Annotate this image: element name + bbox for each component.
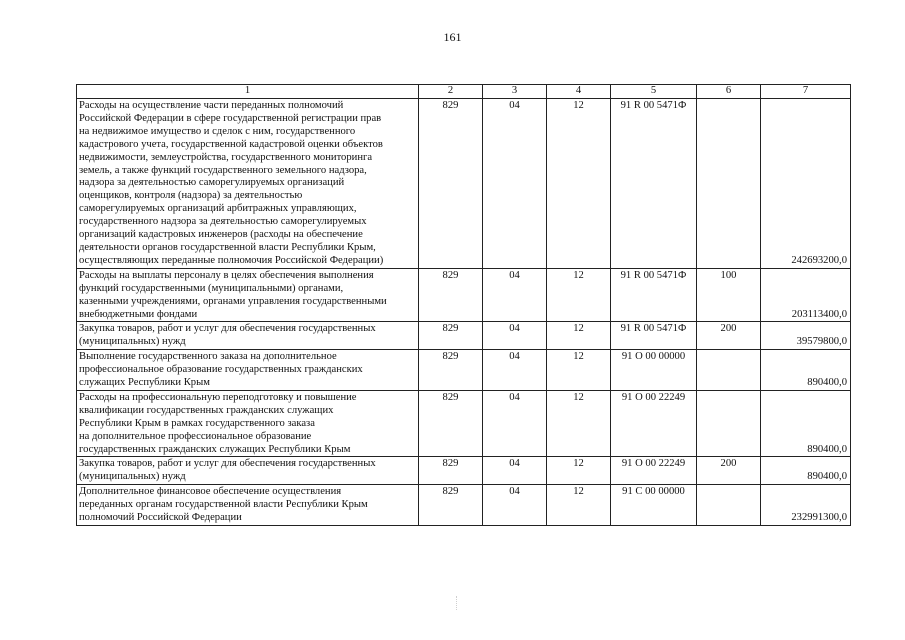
grbs-code-cell: 829 — [419, 268, 483, 322]
expense-type-cell: 100 — [697, 268, 761, 322]
amount-cell: 39579800,0 — [761, 322, 851, 350]
description-line: саморегулируемых организаций арбитражных управляющих, — [79, 203, 357, 215]
description-line: Расходы на выплаты персоналу в целях обеспечения выполнения — [79, 269, 374, 281]
description-line: Дополнительное финансовое обеспечение осуществления — [79, 486, 342, 498]
description-line: Расходы на осуществление части переданных полномочий — [79, 100, 344, 111]
description-line: Расходы на профессиональную переподготовку и повышение — [79, 391, 357, 403]
subsection-code-cell: 12 — [547, 268, 611, 322]
scan-artifact — [456, 596, 458, 610]
expense-type-cell: 200 — [697, 457, 761, 485]
subsection-code-cell: 12 — [547, 350, 611, 391]
description-line: на недвижимое имущество и сделок с ним, государственного — [79, 125, 356, 137]
description-line: Выполнение государственного заказа на дополнительное — [79, 351, 337, 363]
row-description — [77, 457, 419, 485]
amount-cell: 890400,0 — [761, 457, 851, 485]
header-cell-7: 7 — [761, 85, 851, 99]
target-article-cell: 91 О 00 00000 — [611, 350, 697, 391]
subsection-code-cell: 12 — [547, 457, 611, 485]
description-line: внебюджетными фондами — [79, 308, 198, 320]
description-line: (муниципальных) нужд — [79, 471, 186, 483]
target-article-cell: 91 R 00 5471Ф — [611, 322, 697, 350]
grbs-code-cell: 829 — [419, 485, 483, 526]
table-row — [77, 350, 851, 391]
description-line: земель, а также функций государственного земельного надзора, — [79, 164, 367, 176]
description-line: служащих Республики Крым — [79, 377, 210, 389]
table-row — [77, 99, 851, 269]
row-description — [77, 268, 419, 322]
row-description — [77, 350, 419, 391]
grbs-code-cell: 829 — [419, 322, 483, 350]
table-row — [77, 268, 851, 322]
description-line: профессиональное образование государственных гражданских — [79, 364, 363, 376]
section-code-cell: 04 — [483, 457, 547, 485]
description-line: Российской Федерации в сфере государственной регистрации прав — [79, 112, 382, 124]
subsection-code-cell: 12 — [547, 99, 611, 269]
row-description — [77, 322, 419, 350]
target-article-cell: 91 С 00 00000 — [611, 485, 697, 526]
description-line: казенными учреждениями, органами управления государственными — [79, 295, 387, 307]
description-line: переданных органам государственной власти Республики Крым — [79, 499, 368, 511]
table-row — [77, 322, 851, 350]
amount-cell: 232991300,0 — [761, 485, 851, 526]
row-description — [77, 99, 419, 269]
table-row — [77, 457, 851, 485]
target-article-cell: 91 R 00 5471Ф — [611, 268, 697, 322]
header-cell-3: 3 — [483, 85, 547, 99]
header-cell-1: 1 — [77, 85, 419, 99]
section-code-cell: 04 — [483, 99, 547, 269]
description-line: (муниципальных) нужд — [79, 336, 186, 348]
header-cell-6: 6 — [697, 85, 761, 99]
section-code-cell: 04 — [483, 390, 547, 457]
expense-type-cell: 200 — [697, 322, 761, 350]
section-code-cell: 04 — [483, 485, 547, 526]
description-line: функций государственными (муниципальными) органами, — [79, 282, 344, 294]
target-article-cell: 91 О 00 22249 — [611, 390, 697, 457]
grbs-code-cell: 829 — [419, 457, 483, 485]
amount-cell: 242693200,0 — [761, 99, 851, 269]
row-description — [77, 485, 419, 526]
description-line: осуществляющих переданные полномочия Российской Федерации) — [79, 254, 384, 266]
header-cell-2: 2 — [419, 85, 483, 99]
header-cell-5: 5 — [611, 85, 697, 99]
description-line: надзора за деятельностью саморегулируемых организаций — [79, 177, 345, 189]
page-number: 161 — [443, 30, 462, 44]
description-line: полномочий Российской Федерации — [79, 512, 242, 524]
header-cell-4: 4 — [547, 85, 611, 99]
amount-cell: 203113400,0 — [761, 268, 851, 322]
subsection-code-cell: 12 — [547, 390, 611, 457]
grbs-code-cell: 829 — [419, 99, 483, 269]
description-line: организаций кадастровых инженеров (расходы на обеспечение — [79, 229, 363, 241]
description-line: на дополнительное профессиональное образование — [79, 430, 312, 442]
description-line: кадастрового учета, государственной кадастровой оценки объектов — [79, 138, 383, 150]
expense-type-cell — [697, 350, 761, 391]
description-line: оценщиков, контроля (надзора) за деятельностью — [79, 190, 303, 202]
description-line: недвижимости, землеустройства, государственного мониторинга — [79, 151, 373, 163]
description-line: квалификации государственных гражданских служащих — [79, 404, 334, 416]
row-description — [77, 390, 419, 457]
description-line: Закупка товаров, работ и услуг для обеспечения государственных — [79, 458, 376, 470]
section-code-cell: 04 — [483, 350, 547, 391]
expense-type-cell — [697, 390, 761, 457]
amount-cell: 890400,0 — [761, 350, 851, 391]
description-line: Республики Крым в рамках государственного заказа — [79, 417, 315, 429]
budget-table — [76, 84, 851, 526]
amount-cell: 890400,0 — [761, 390, 851, 457]
table-row — [77, 390, 851, 457]
description-line: государственного надзора за деятельностью саморегулируемых — [79, 216, 367, 228]
expense-type-cell — [697, 485, 761, 526]
description-line: государственных гражданских служащих Республики Крым — [79, 443, 351, 455]
header-row — [77, 85, 851, 99]
grbs-code-cell: 829 — [419, 390, 483, 457]
target-article-cell: 91 R 00 5471Ф — [611, 99, 697, 269]
target-article-cell: 91 О 00 22249 — [611, 457, 697, 485]
subsection-code-cell: 12 — [547, 322, 611, 350]
section-code-cell: 04 — [483, 268, 547, 322]
grbs-code-cell: 829 — [419, 350, 483, 391]
table-row — [77, 485, 851, 526]
description-line: деятельности органов государственной власти Республики Крым, — [79, 241, 376, 253]
expense-type-cell — [697, 99, 761, 269]
subsection-code-cell: 12 — [547, 485, 611, 526]
description-line: Закупка товаров, работ и услуг для обеспечения государственных — [79, 323, 376, 335]
section-code-cell: 04 — [483, 322, 547, 350]
